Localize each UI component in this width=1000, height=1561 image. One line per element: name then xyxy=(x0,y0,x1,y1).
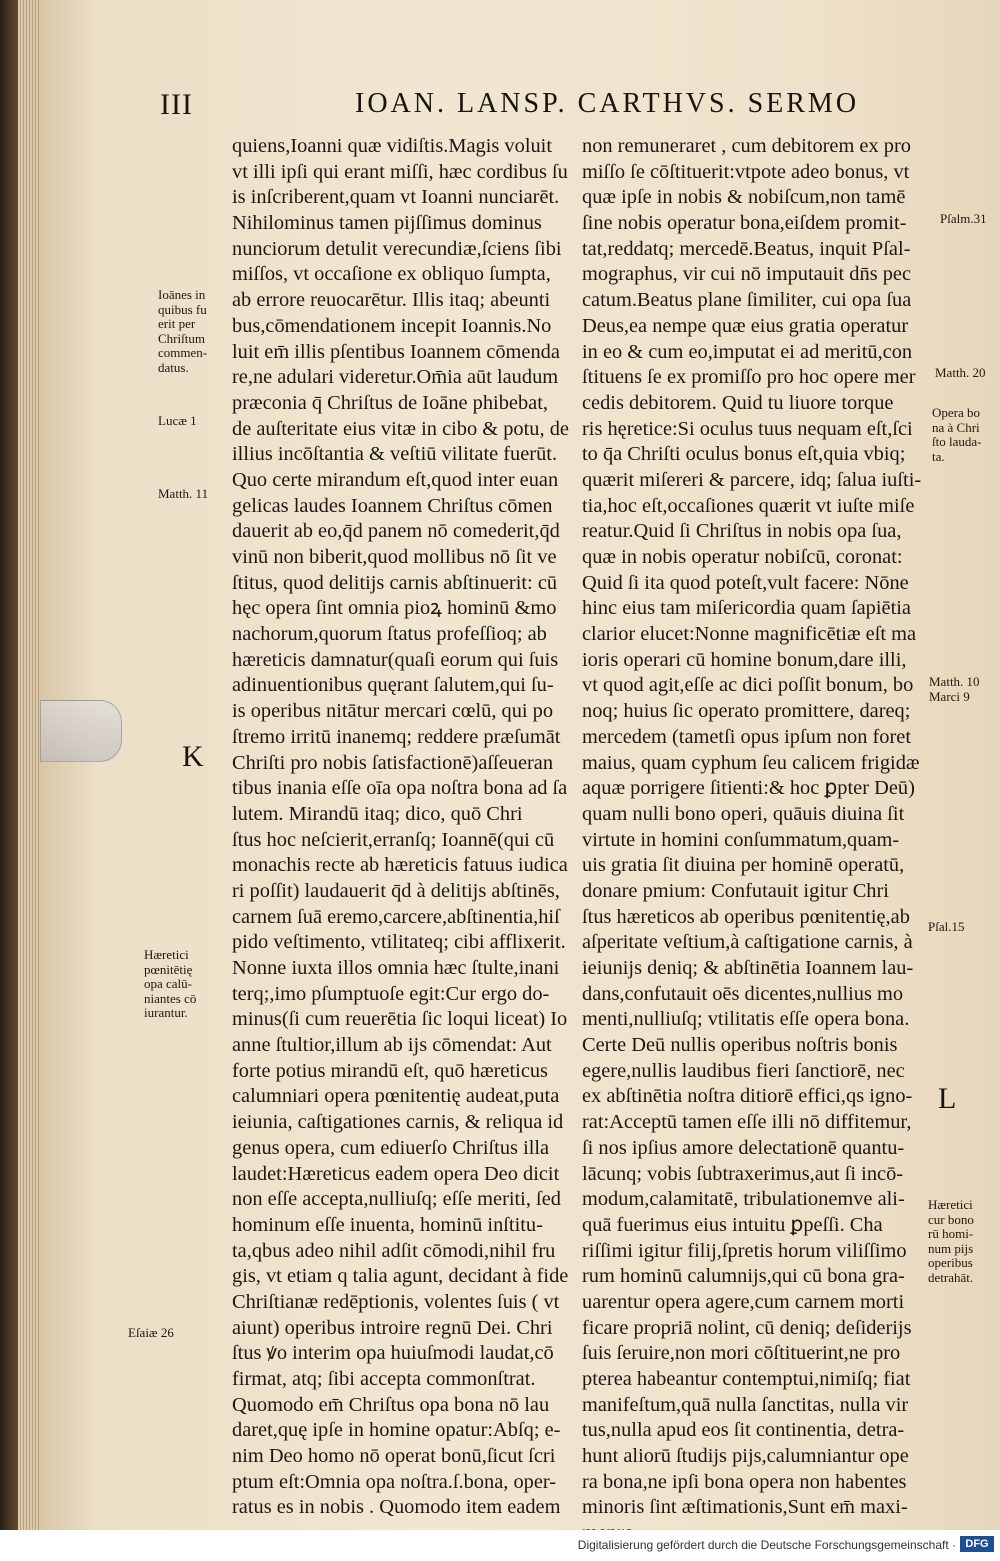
margin-note-lucae: Lucæ 1 xyxy=(158,413,197,428)
margin-note-haeretici-cur: Hæretici cur bono rū homi- num pijs operibus detrahāt. xyxy=(928,1197,974,1285)
text-line: cedis debitorem. Quid tu liuore torque xyxy=(582,391,894,414)
text-line: vinū non biberit,quod mollibus nō ſit ve xyxy=(232,546,557,568)
text-line: non eſſe accepta,nulliuſq; eſſe meriti, ſed xyxy=(232,1188,561,1211)
text-line: vt quod agit,eſſe ac dici poſſit bonum, bo xyxy=(582,674,914,697)
text-line: genus opera, cum ediuerſo Chriſtus illa xyxy=(232,1136,550,1159)
text-line: Deus,ea nempe quæ eius gratia operatur xyxy=(582,314,909,337)
text-line: quam nulli bono operi, quāuis diuina ſit xyxy=(582,802,905,825)
text-line: riſſimi igitur filij,ſpretis horum viliſſimo xyxy=(582,1239,907,1262)
text-line: nachorum,quorum ſtatus profeſſioq; ab xyxy=(232,623,547,646)
text-line: quiens,Ioanni quæ vidiſtis.Magis voluit xyxy=(232,135,553,157)
text-line: firmat, atq; ſibi accepta commonſtrat. xyxy=(232,1368,536,1390)
margin-note-matth-11: Matth. 11 xyxy=(158,486,209,501)
text-line: anne ſtultior,illum ab ijs cōmendat: Aut xyxy=(232,1034,552,1057)
text-line: gis, vt etiam q talia agunt, decidant à fide xyxy=(232,1265,569,1288)
text-line: luit em̄ illis pſentibus Ioannem cōmenda xyxy=(232,340,560,363)
text-line: illius incōſtantia & veſtiū vilitate fuerūt. xyxy=(232,443,558,466)
text-line: præconia q̄ Chriſtus de Ioāne phibebat, xyxy=(232,391,548,414)
page-header xyxy=(0,88,1000,132)
text-line: pido veſtimento, vtilitateq; cibi afflixerit. xyxy=(232,931,566,954)
text-line: Quo certe mirandum eſt,quod inter euan xyxy=(232,468,559,491)
text-line: non remuneraret , cum debitorem ex pro xyxy=(582,135,911,157)
text-line: hæreticis damnatur(quaſi eorum qui ſuis xyxy=(232,648,559,671)
text-line: ra bona,ne ipſi bona opera non habentes xyxy=(582,1470,907,1493)
text-line: Quid ſi ita quod poteſt,vult facere: Nōne xyxy=(582,571,909,594)
text-line: Certe Deū nullis operibus noſtris bonis xyxy=(582,1034,898,1057)
text-line: dauerit ab eo,q̄d panem nō comederit,q̄d xyxy=(232,520,560,543)
text-line: ab errore reuocarētur. Illis itaq; abeunti xyxy=(232,289,551,312)
text-line: catum.Beatus plane ſimiliter, cui opa ſua xyxy=(582,289,912,312)
section-letter-k: K xyxy=(182,740,204,773)
margin-note-ioannes: Ioānes in quibus fu erit per Chriſtum commen- datus. xyxy=(158,287,208,375)
text-line: ratus es in nobis . Quomodo item eadem xyxy=(232,1496,561,1519)
margin-note-opera: Opera bo na à Chri ſto lauda- ta. xyxy=(932,405,982,464)
text-line: ſtus hoc neſcierit,erranſq; Ioannē(qui cū xyxy=(232,828,555,851)
text-line: miſſo ſe cōſtituerit:vtpote adeo bonus, vt xyxy=(582,160,910,183)
text-line: modum,calamitatē, tribulationemve ali- xyxy=(582,1188,905,1211)
margin-note-haeretici: Hæretici pœnitētię opa calū- niantes cō iurantur. xyxy=(144,947,197,1020)
text-line: adinuentionibus quęrant ſalutem,qui ſu- xyxy=(232,674,554,697)
text-line: is operibus nitātur mercari cœlū, qui po xyxy=(232,700,554,723)
text-line: forte potius mirandū eſt, quō hæreticus xyxy=(232,1059,548,1082)
text-line: Nonne iuxta illos omnia hæc ſtulte,inani xyxy=(232,957,560,979)
text-line: vt illi ipſi qui erant miſſi, hæc cordibus ſu xyxy=(232,160,568,183)
text-line: quærit miſereri & parcere, idq; ſalua iuſti- xyxy=(582,468,922,491)
text-line: manifeſtum,quā nulla ſanctitas, nulla vir xyxy=(582,1393,909,1416)
text-line: nim Deo homo nō operat bonū,ſicut ſcri xyxy=(232,1445,556,1468)
text-line: clarior elucet:Nonne magnificētiæ eſt ma xyxy=(582,623,917,646)
text-line: minoris ſint æſtimationis,Sunt em̄ maxi- xyxy=(582,1496,908,1519)
footer-bar xyxy=(0,1530,1000,1561)
text-line: de auſteritate eius vitæ in cibo & potu, de xyxy=(232,417,569,440)
text-line: re,ne adulari videretur.Om̄ia aūt laudum xyxy=(232,366,559,389)
text-line: laudet:Hæreticus eadem opera Deo dicit xyxy=(232,1162,560,1185)
text-line: reatur.Quid ſi Chriſtus in nobis opa ſua, xyxy=(582,520,902,543)
text-line: ſtremo irritū inanemq; reddere præſumāt xyxy=(232,725,561,748)
section-letter-l: L xyxy=(938,1082,957,1115)
text-line: quā fuerimus eius intuitu ꝑpeſſi. Cha xyxy=(582,1213,883,1236)
text-line: ex abſtinētia noſtra ditiorē effici,qs igno- xyxy=(582,1085,913,1108)
margin-note-matth-10: Matth. 10 Marci 9 xyxy=(929,674,980,704)
text-line: ieiunia, caſtigationes carnis, & reliqua id xyxy=(232,1111,564,1134)
page-clip xyxy=(40,700,122,762)
text-line: tus,nulla apud eos ſit continentia, detra- xyxy=(582,1419,905,1442)
text-line: ris hęretice:Si oculus tuus nequam eſt,ſci xyxy=(582,417,913,440)
text-line: ſine nobis operatur bona,eiſdem promit- xyxy=(582,212,907,235)
text-line: maius, quam cyphum ſeu calicem frigidæ xyxy=(582,751,920,774)
text-line: is inſcriberent,quam vt Ioanni nunciarēt. xyxy=(232,186,560,209)
margin-note-psalm-31: Pſalm.31 xyxy=(940,211,987,226)
text-line: tibus inania eſſe oīa opa noſtra bona ad ſa xyxy=(232,777,568,800)
text-line: minus(ſi cum reuerētia ſic loqui liceat) Io xyxy=(232,1008,568,1031)
text-line: dans,confutauit oēs dicentes,nullius mo xyxy=(582,982,904,1005)
folio-number: III xyxy=(160,88,193,121)
text-line: ta,qbus adeo nihil adſit cōmodi,nihil fru xyxy=(232,1239,556,1262)
text-line: daret,quę ipſe in homine opatur:Abſq; e- xyxy=(232,1419,561,1442)
margin-note-esaiae: Eſaiæ 26 xyxy=(128,1325,174,1340)
text-line: rum hominū calumnijs,qui cū bona gra- xyxy=(582,1265,905,1288)
text-line: aſperitate veſtium,à caſtigatione carnis, à xyxy=(582,931,913,954)
text-line: rat:Acceptū tamen eſſe illi nō diffitemur, xyxy=(582,1111,912,1134)
text-line: monachis recte ab hæreticis fatuus iudica xyxy=(232,854,568,877)
text-line: mercedem (tametſi opus ipſum non foret xyxy=(582,725,911,748)
running-title: IOAN. LANSP. CARTHVS. SERMO xyxy=(355,88,860,119)
text-line: Chriſtianæ redēptionis, volentes ſuis ( vt xyxy=(232,1290,560,1313)
text-line: to q̄a Chriſti oculus bonus eſt,quia vbiq; xyxy=(582,443,906,466)
text-line: carnem ſuā eremo,carcere,abſtinentia,hiſ xyxy=(232,905,560,928)
text-line: hęc opera ſint omnia pioꝝ hominū &mo xyxy=(232,597,557,620)
text-line: ſuis ſeruire,non mori cōſtituerint,ne pro xyxy=(582,1342,901,1365)
text-line: nunciorum detulit verecundiæ,ſciens ſibi xyxy=(232,237,562,260)
text-line: hinc eius tam miſericordia quam ſapiētia xyxy=(582,597,911,620)
text-line: ſi nos ipſius amore delectationē quantu- xyxy=(582,1136,905,1159)
text-line: mographus, vir cui nō imputauit dn̄s pec xyxy=(582,263,912,286)
text-line: lācunq; vobis ſubtraxerimus,aut ſi incō- xyxy=(582,1162,904,1185)
text-line: ri poſſit) laudauerit q̄d à delitijs abſtinēs, xyxy=(232,879,560,902)
text-line: noq; huius ſic operato promittere, dareq; xyxy=(582,700,911,723)
text-line: uis gratia ſit diuina per hominē operatū, xyxy=(582,854,905,877)
text-line: ſtus ꝟo interim opa huiuſmodi laudat,cō xyxy=(232,1342,554,1365)
text-line: ioris operari cū homine bonum,dare illi, xyxy=(582,648,907,671)
text-line: uarentur opera agere,cum carnem morti xyxy=(582,1290,905,1313)
text-line: miſſos, vt occaſione ex obliquo ſumpta, xyxy=(232,263,551,286)
text-line: Nihilominus tamen pijſſimus dominus xyxy=(232,212,542,235)
text-line: bus,cōmendationem incepit Ioannis.No xyxy=(232,314,552,337)
text-line: egere,nullis laudibus fieri ſanctiorē, nec xyxy=(582,1059,905,1082)
margin-note-matth-20: Matth. 20 xyxy=(935,365,986,380)
text-line: quæ ipſe in nobis & nobiſcum,non tamē xyxy=(582,186,906,209)
text-line: ieiunijs deniq; & abſtinētia Ioannem lau- xyxy=(582,957,914,979)
dfg-logo: DFG xyxy=(960,1536,994,1552)
left-text-column xyxy=(232,134,572,1521)
text-line: ſtitus, quod delitijs carnis abſtinuerit: cū xyxy=(232,571,558,594)
funding-credit: Digitalisierung gefördert durch die Deutsche Forschungsgemeinschaft · xyxy=(577,1538,956,1552)
text-line: ſtus hæreticos ab operibus pœnitentię,ab xyxy=(582,905,910,928)
text-line: ficare propriā nolint, cū deniq; deſiderijs xyxy=(582,1316,912,1339)
text-line: hunt aliorū ſtudijs pijs,calumniantur ope xyxy=(582,1445,909,1468)
text-line: lutem. Mirandū itaq; dico, quō Chri xyxy=(232,802,523,825)
text-line: hominum eſſe inuenta, hominū inſtitu- xyxy=(232,1213,543,1236)
text-line: terq;,imo pſumptuoſe egit:Cur ergo do- xyxy=(232,982,550,1005)
text-line: quæ in nobis operatur nobiſcū, coronat: xyxy=(582,546,903,568)
text-line: in eo & cum eo,imputat ei ad meritū,con xyxy=(582,340,913,363)
text-line: virtute in homini conſummatum,quam- xyxy=(582,828,900,851)
text-line: ſtituens ſe ex promiſſo pro hoc opere mer xyxy=(582,366,916,389)
right-text-column xyxy=(582,134,927,1547)
text-line: calumniari opera pœnitentię audeat,puta xyxy=(232,1085,560,1108)
text-line: donare pmium: Confutauit igitur Chri xyxy=(582,879,889,902)
text-line: Quomodo em̄ Chriſtus opa bona nō lau xyxy=(232,1393,550,1416)
text-line: gelicas laudes Ioannem Chriſtus cōmen xyxy=(232,494,553,517)
text-line: tia,hoc eſt,occaſiones quærit vt iuſte miſe xyxy=(582,494,915,517)
text-line: menti,nulliuſq; vtilitatis eſſe opera bona. xyxy=(582,1008,910,1031)
text-line: Chriſti pro nobis ſatisfactionē)aſſeueran xyxy=(232,751,554,774)
margin-note-psal-15: Pſal.15 xyxy=(928,919,965,934)
text-line: pterea habeantur contemptui,nimiſq; fiat xyxy=(582,1368,911,1390)
text-line: aquæ porrigere ſitienti:& hoc ꝑpter Deū) xyxy=(582,777,915,800)
text-line: aiunt) operibus introire regnū Dei. Chri xyxy=(232,1316,553,1339)
text-line: tat,reddatq; mercedē.Beatus, inquit Pſal- xyxy=(582,237,911,260)
text-line: ptum eſt:Omnia opa noſtra.ſ.bona, oper- xyxy=(232,1470,557,1493)
